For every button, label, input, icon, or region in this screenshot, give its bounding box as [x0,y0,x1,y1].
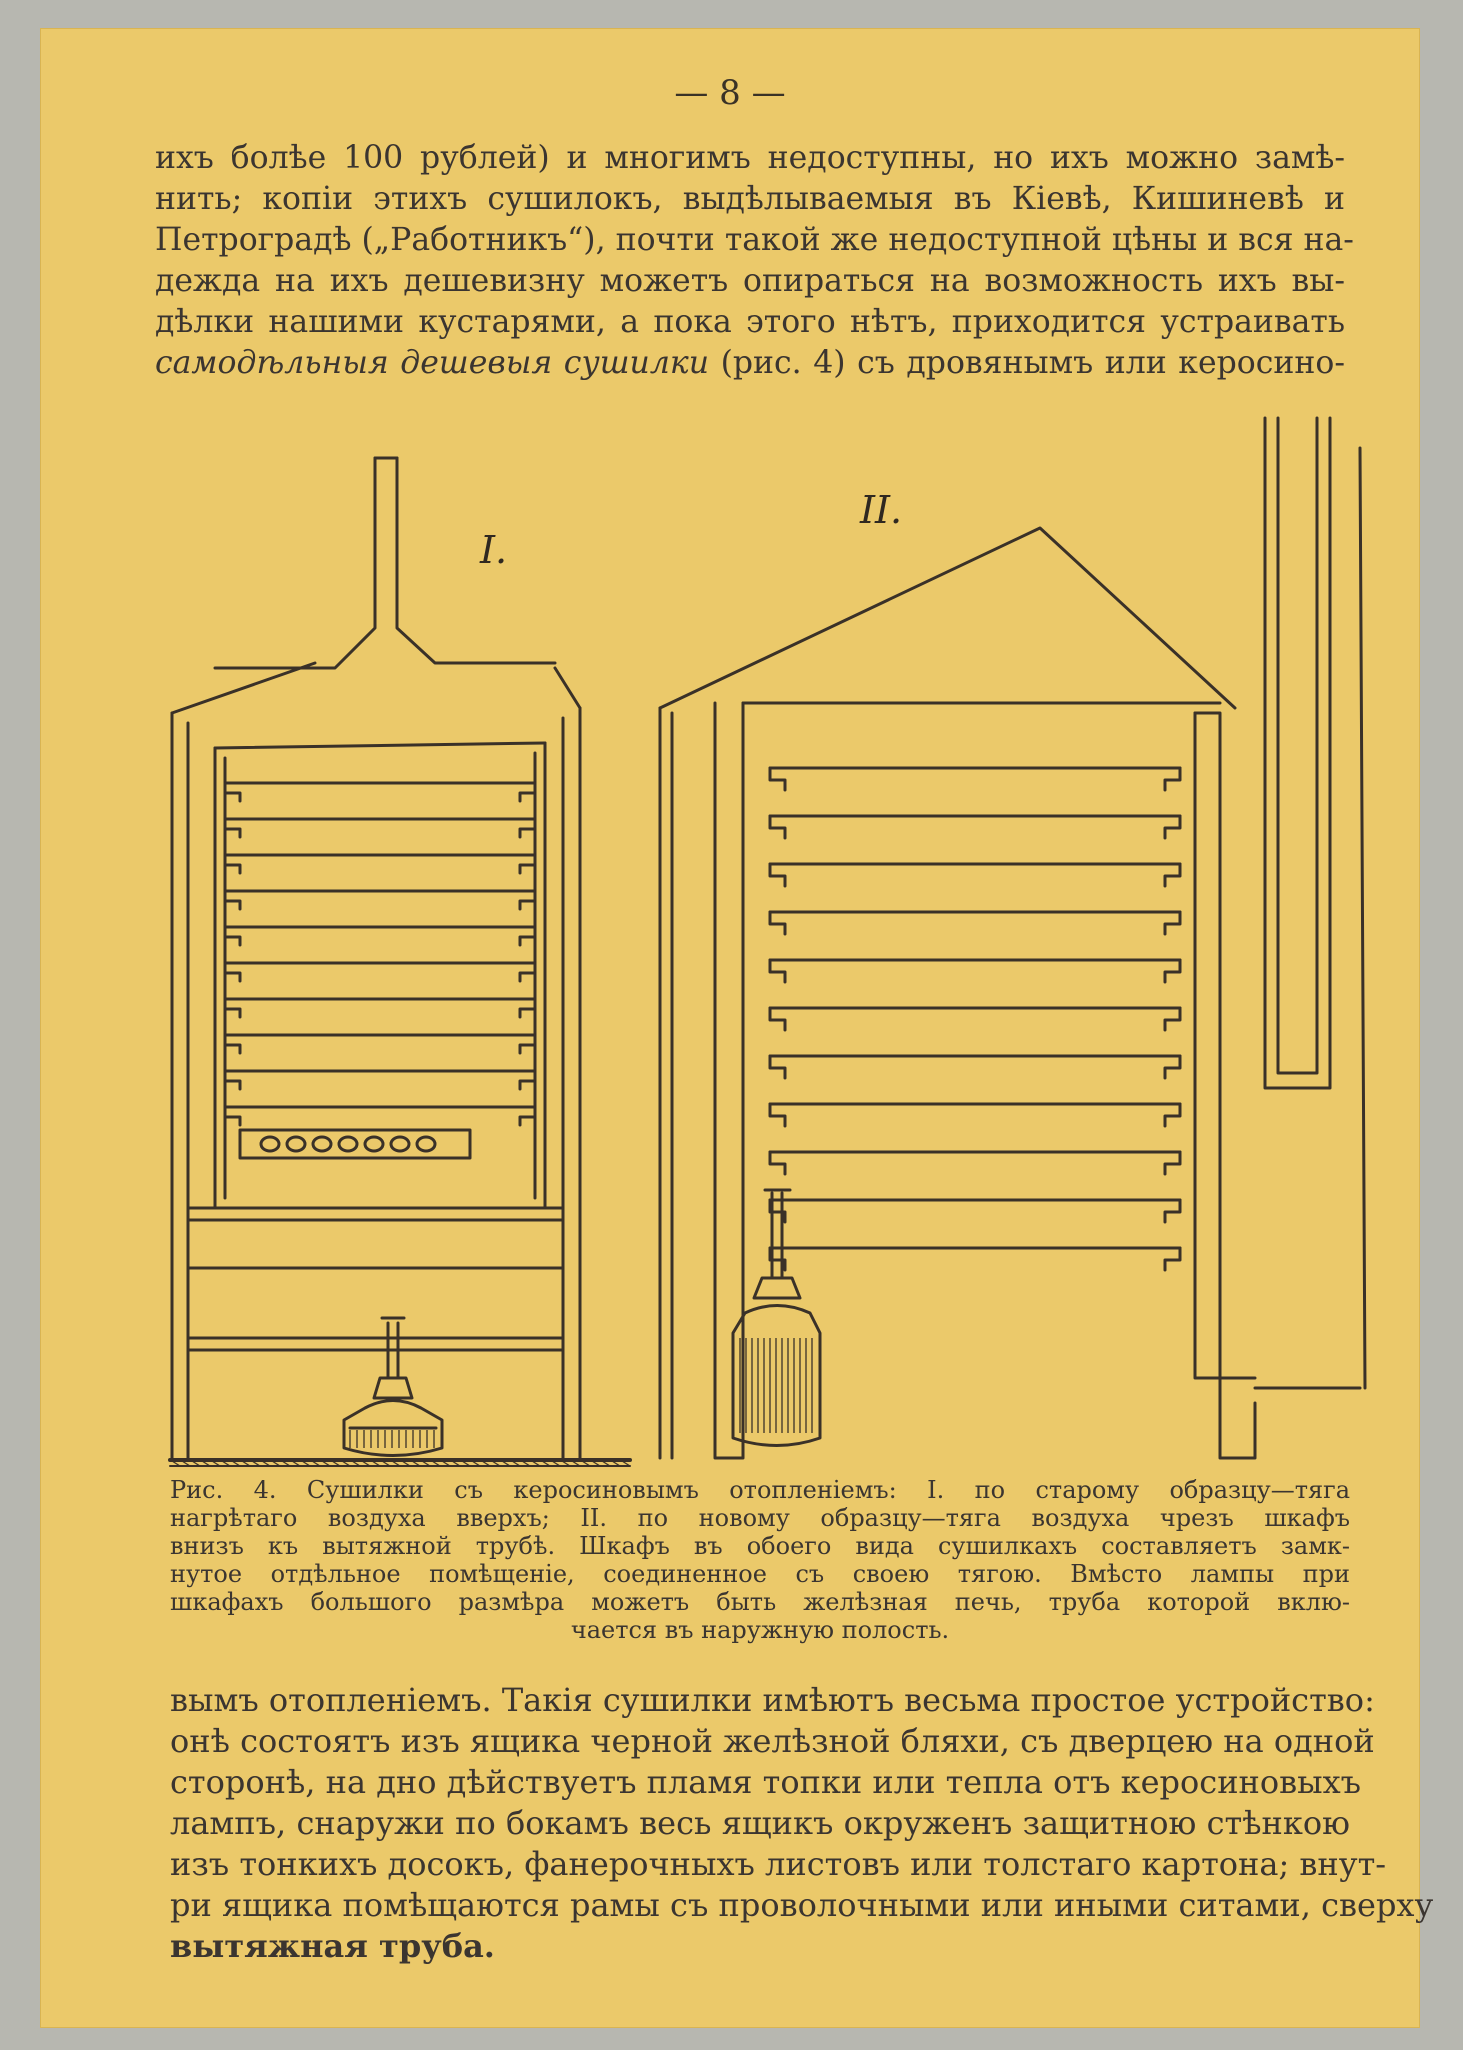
shelf-bracket [225,999,240,1017]
paragraph-top [155,138,1354,384]
text-line: изъ тонкихъ досокъ, фанерочныхъ листовъ или толстаго картона; внут- [170,1845,1387,1883]
shelf-bracket [1165,768,1180,790]
shelf-bracket [770,960,785,982]
shelf-bracket [770,1008,785,1030]
text-line: Петроградѣ („Работникъ“), почти такой же недоступной цѣны и вся на- [155,222,1354,258]
shelf-bracket [225,1071,240,1089]
shelf-bracket [1165,864,1180,886]
shelf-bracket [225,855,240,873]
shelf-bracket [225,819,240,837]
burner-ring [287,1137,305,1151]
shelf-bracket [1165,1104,1180,1126]
figure-label-right: II. [860,488,903,532]
page-number: — 8 — [674,73,786,113]
shelf-bracket [520,927,535,945]
shelf-bracket [520,999,535,1017]
dryers-illustration [160,378,1400,1468]
shelf-bracket [520,783,535,801]
shelf-bracket [1165,1200,1180,1222]
burner-ring [261,1137,279,1151]
shelf-bracket [1165,816,1180,838]
text-line: вытяжная труба. [170,1927,495,1965]
shelf-bracket [225,1107,240,1125]
shelf-bracket [225,1035,240,1053]
shelf-bracket [1165,1152,1180,1174]
text-line: вымъ отопленіемъ. Такія сушилки имѣютъ весьма простое устройство: [170,1681,1375,1719]
text-fragment: (рис. 4) съ дровянымъ или керосино- [709,345,1345,381]
shelf-bracket [225,891,240,909]
dryer-one [170,458,630,1466]
shelf-bracket [770,1152,785,1174]
dryer-two [660,418,1365,1458]
figure-label-left: I. [480,528,508,572]
text-line: дежда на ихъ дешевизну можетъ опираться на возможность ихъ вы- [155,263,1345,299]
figure-caption [170,1476,1350,1644]
caption-line: Рис. 4. Сушилки съ керосиновымъ отопленіемъ: I. по старому образцу—тяга [170,1476,1350,1504]
text-line: сторонѣ, на дно дѣйствуетъ пламя топки или тепла отъ керосиновыхъ [170,1763,1362,1801]
caption-line: шкафахъ большого размѣра можетъ быть желѣзная печь, труба которой вклю- [170,1588,1350,1616]
shelf-bracket [770,864,785,886]
shelf-bracket [520,855,535,873]
caption-line: нагрѣтаго воздуха вверхъ; II. по новому образцу—тяга воздуха чрезъ шкафъ [170,1504,1350,1532]
shelf-bracket [770,1056,785,1078]
shelf-bracket [520,1071,535,1089]
shelf-bracket [520,1107,535,1125]
shelf-bracket [1165,1008,1180,1030]
text-line: ри ящика помѣщаются рамы съ проволочными или иными ситами, сверху [170,1886,1434,1924]
shelf-bracket [770,1104,785,1126]
shelf-bracket [770,816,785,838]
shelf-bracket [520,891,535,909]
book-page [40,28,1434,2028]
shelf-bracket [520,1035,535,1053]
text-line: онѣ состоятъ изъ ящика черной желѣзной бляхи, съ дверцею на одной [170,1722,1375,1760]
shelf-bracket [770,912,785,934]
caption-line: нутое отдѣльное помѣщеніе, соединенное съ своею тягою. Вмѣсто лампы при [170,1560,1350,1588]
shelf-bracket [1165,1248,1180,1270]
shelf-bracket [770,768,785,790]
caption-line: внизъ къ вытяжной трубѣ. Шкафъ въ обоего вида сушилкахъ составляетъ замк- [170,1532,1350,1560]
shelf-bracket [225,927,240,945]
shelf-bracket [520,963,535,981]
shelf-bracket [1165,960,1180,982]
shelf-bracket [520,819,535,837]
text-line: лампъ, снаружи по бокамъ весь ящикъ окруженъ защитною стѣнкою [170,1804,1350,1842]
burner-ring [313,1137,331,1151]
text-line: нить; копіи этихъ сушилокъ, выдѣлываемыя въ Кіевѣ, Кишиневѣ и [155,181,1345,217]
shelf-bracket [225,963,240,981]
burner-ring [391,1137,409,1151]
caption-line: чается въ наружную полость. [570,1616,950,1644]
burner-ring [417,1137,435,1151]
text-line: ихъ болѣе 100 рублей) и многимъ недоступны, но ихъ можно замѣ- [155,140,1345,176]
text-line: дѣлки нашими кустарями, а пока этого нѣтъ, приходится устраивать [155,304,1345,340]
burner-ring [365,1137,383,1151]
burner-ring [339,1137,357,1151]
paragraph-bottom [170,1680,1434,1967]
shelf-bracket [1165,1056,1180,1078]
shelf-bracket [1165,912,1180,934]
shelf-bracket [225,783,240,801]
italic-phrase: самодѣльныя дешевыя сушилки [155,345,709,381]
figure-dryers [160,378,1400,1468]
